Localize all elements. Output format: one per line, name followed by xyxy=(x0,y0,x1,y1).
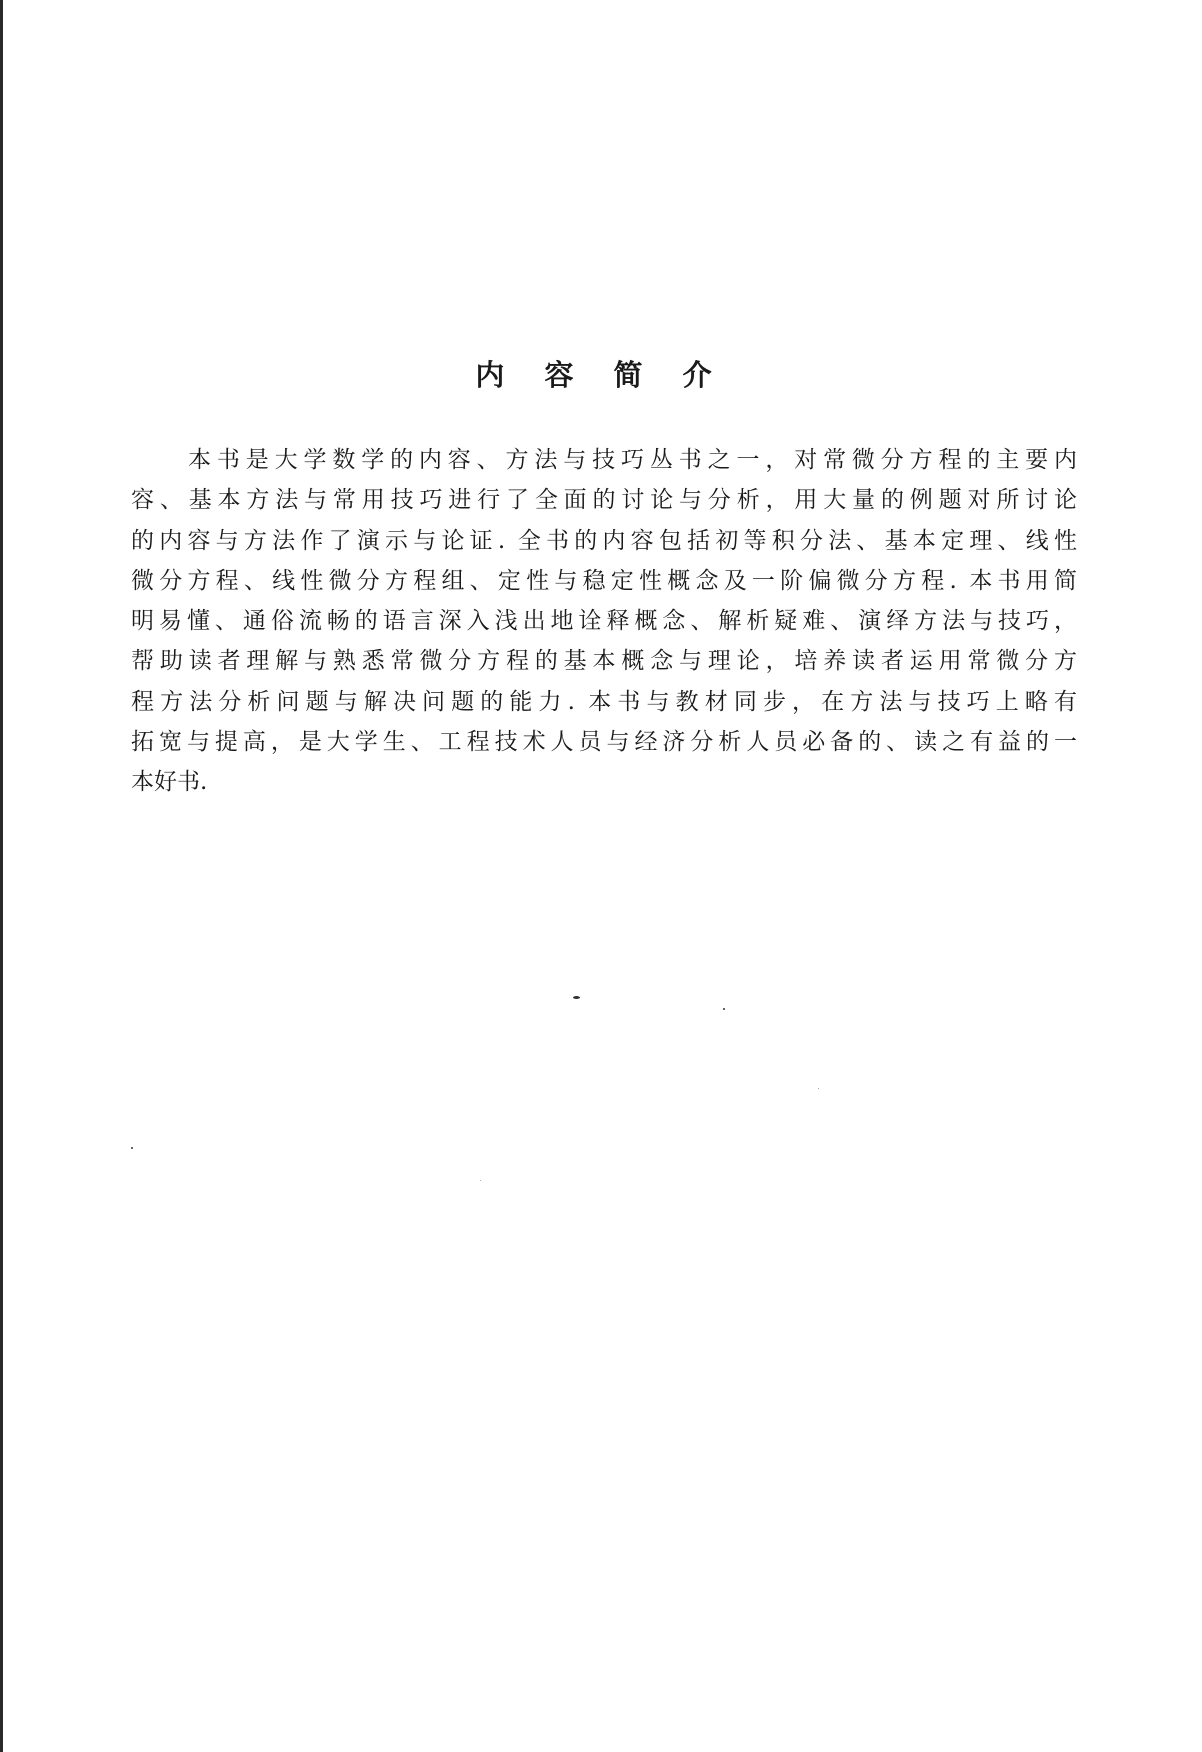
scan-speck xyxy=(480,1180,481,1181)
scan-speck xyxy=(818,1088,819,1089)
scan-speck xyxy=(723,1008,725,1010)
summary-line-2: 容、基本方法与常用技巧进行了全面的讨论与分析，用大量的例题对所讨论 xyxy=(131,487,1077,514)
page-edge-shadow xyxy=(0,0,3,1752)
summary-line-9: 本好书. xyxy=(131,769,208,796)
summary-line-7: 程方法分析问题与解决问题的能力. 本书与教材同步，在方法与技巧上略有 xyxy=(131,688,1077,715)
scan-speck xyxy=(131,1147,133,1149)
summary-line-5: 明易懂、通俗流畅的语言深入浅出地诠释概念、解析疑难、演绎方法与技巧， xyxy=(131,608,1077,635)
page-title: 内 容 简 介 xyxy=(475,358,727,392)
scan-speck xyxy=(573,996,580,999)
summary-line-1: 本书是大学数学的内容、方法与技巧丛书之一，对常微分方程的主要内 xyxy=(188,447,1077,473)
summary-line-4: 微分方程、线性微分方程组、定性与稳定性概念及一阶偏微分方程. 本书用简 xyxy=(131,567,1077,594)
summary-line-6: 帮助读者理解与熟悉常微分方程的基本概念与理论，培养读者运用常微分方 xyxy=(131,648,1077,675)
summary-line-8: 拓宽与提高，是大学生、工程技术人员与经济分析人员必备的、读之有益的一 xyxy=(131,729,1077,756)
summary-body xyxy=(131,440,1077,803)
summary-line-3: 的内容与方法作了演示与论证. 全书的内容包括初等积分法、基本定理、线性 xyxy=(131,527,1077,554)
